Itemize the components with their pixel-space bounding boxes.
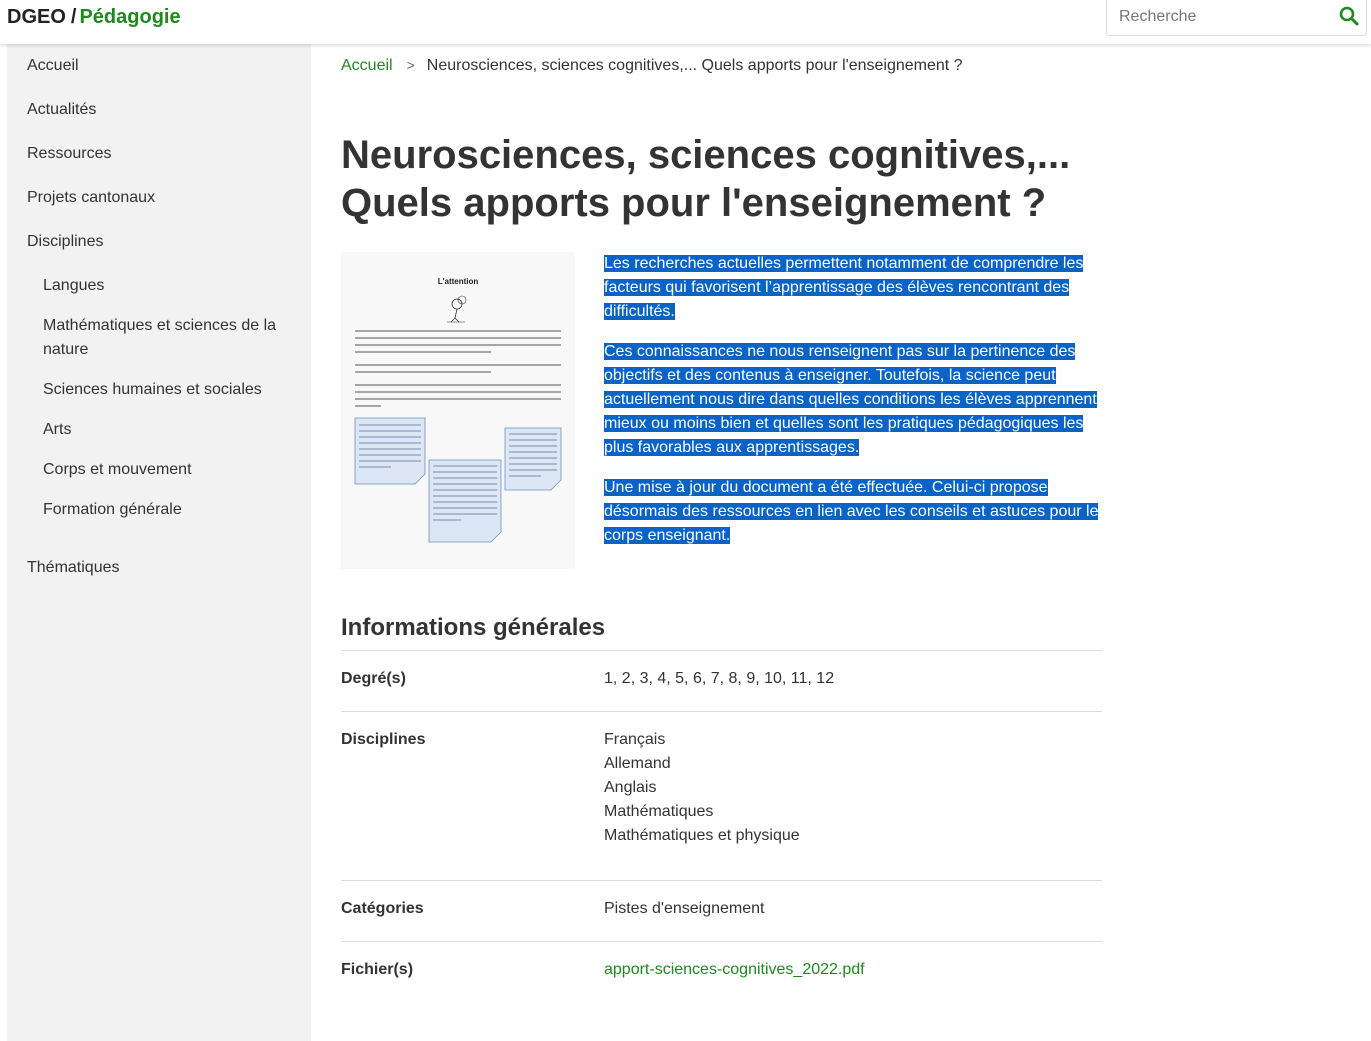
site-brand[interactable]: [7, 5, 181, 29]
sidebar-item-corps-mouvement[interactable]: Corps et mouvement: [43, 461, 192, 478]
sidebar-item-sciences-humaines-sociales[interactable]: Sciences humaines et sociales: [43, 381, 262, 398]
info-row-fichiers: [341, 941, 1102, 1002]
sidebar-nav: [7, 44, 311, 1041]
intro-paragraph: [604, 340, 1102, 460]
page-title: Neurosciences, sciences cognitives,... Quels apports pour l'enseignement ?: [341, 133, 1071, 225]
info-heading: Informations générales: [341, 614, 606, 641]
breadcrumb: [341, 53, 963, 78]
info-label: Catégories: [341, 900, 424, 917]
info-row-categories: [341, 880, 1102, 941]
search-box: [1106, 0, 1367, 36]
info-value: [604, 958, 865, 982]
thumbnail-heading: L'attention: [437, 277, 479, 286]
info-label: Fichier(s): [341, 961, 414, 978]
info-row-disciplines: [341, 711, 1102, 880]
sidebar-item-formation-generale[interactable]: Formation générale: [43, 501, 182, 518]
section-name[interactable]: Pédagogie: [79, 6, 181, 28]
intro-paragraph-text: Une mise à jour du document a été effectuée. Celui-ci propose désormais des ressources en lien avec les conseils et astuces pour le corps enseignant.: [604, 479, 1099, 544]
sidebar-item-ressources[interactable]: Ressources: [27, 145, 112, 162]
breadcrumb-home-link[interactable]: Accueil: [341, 57, 393, 74]
discipline-item: Mathématiques et physique: [604, 827, 800, 844]
intro-paragraph: [604, 476, 1102, 548]
discipline-item: Anglais: [604, 779, 657, 796]
sidebar-item-projets-cantonaux[interactable]: Projets cantonaux: [27, 189, 156, 206]
discipline-item: Français: [604, 731, 666, 748]
intro-paragraph-text: Les recherches actuelles permettent notamment de comprendre les facteurs qui favorisent l’apprentissage des élèves rencontrant des difficultés.: [604, 255, 1084, 320]
info-label: Degré(s): [341, 670, 406, 687]
discipline-item: Mathématiques: [604, 803, 714, 820]
top-bar: [0, 0, 1371, 44]
sidebar-item-mathematiques-sciences-nature[interactable]: Mathématiques et sciences de la nature: [43, 317, 277, 358]
sidebar-item-accueil[interactable]: Accueil: [27, 57, 79, 74]
search-icon[interactable]: [1338, 5, 1360, 27]
sidebar-item-arts[interactable]: Arts: [43, 421, 72, 438]
intro-paragraph-text: Ces connaissances ne nous renseignent pas sur la pertinence des objectifs et des contenus à enseigner. Toutefois, la science peut actuellement nous dire dans quelles conditions les élèves apprennent mieux ou moins bien et quelles sont les pratiques pédagogiques les plus favorables aux apprentissages.: [604, 343, 1097, 456]
sidebar-item-thematiques[interactable]: Thématiques: [27, 559, 120, 576]
breadcrumb-current: Neurosciences, sciences cognitives,... Quels apports pour l'enseignement ?: [426, 57, 963, 74]
site-name[interactable]: DGEO: [7, 6, 66, 28]
discipline-item: Allemand: [604, 755, 671, 772]
sidebar-item-actualites[interactable]: Actualités: [27, 101, 97, 118]
info-value: 1, 2, 3, 4, 5, 6, 7, 8, 9, 10, 11, 12: [604, 670, 835, 687]
info-value-list: [604, 728, 800, 848]
sidebar-item-disciplines[interactable]: Disciplines: [27, 233, 104, 250]
breadcrumb-separator: >: [406, 57, 415, 73]
info-value: Pistes d'enseignement: [604, 900, 765, 917]
info-row-degres: [341, 650, 1102, 711]
info-label: Disciplines: [341, 731, 426, 748]
intro-paragraph: [604, 252, 1102, 324]
intro-text: [604, 252, 1102, 564]
file-download-link[interactable]: apport-sciences-cognitives_2022.pdf: [604, 961, 865, 978]
sidebar-item-langues[interactable]: Langues: [43, 277, 105, 294]
document-thumbnail[interactable]: [341, 252, 575, 569]
search-input[interactable]: [1107, 0, 1329, 35]
brand-separator: /: [70, 6, 77, 28]
